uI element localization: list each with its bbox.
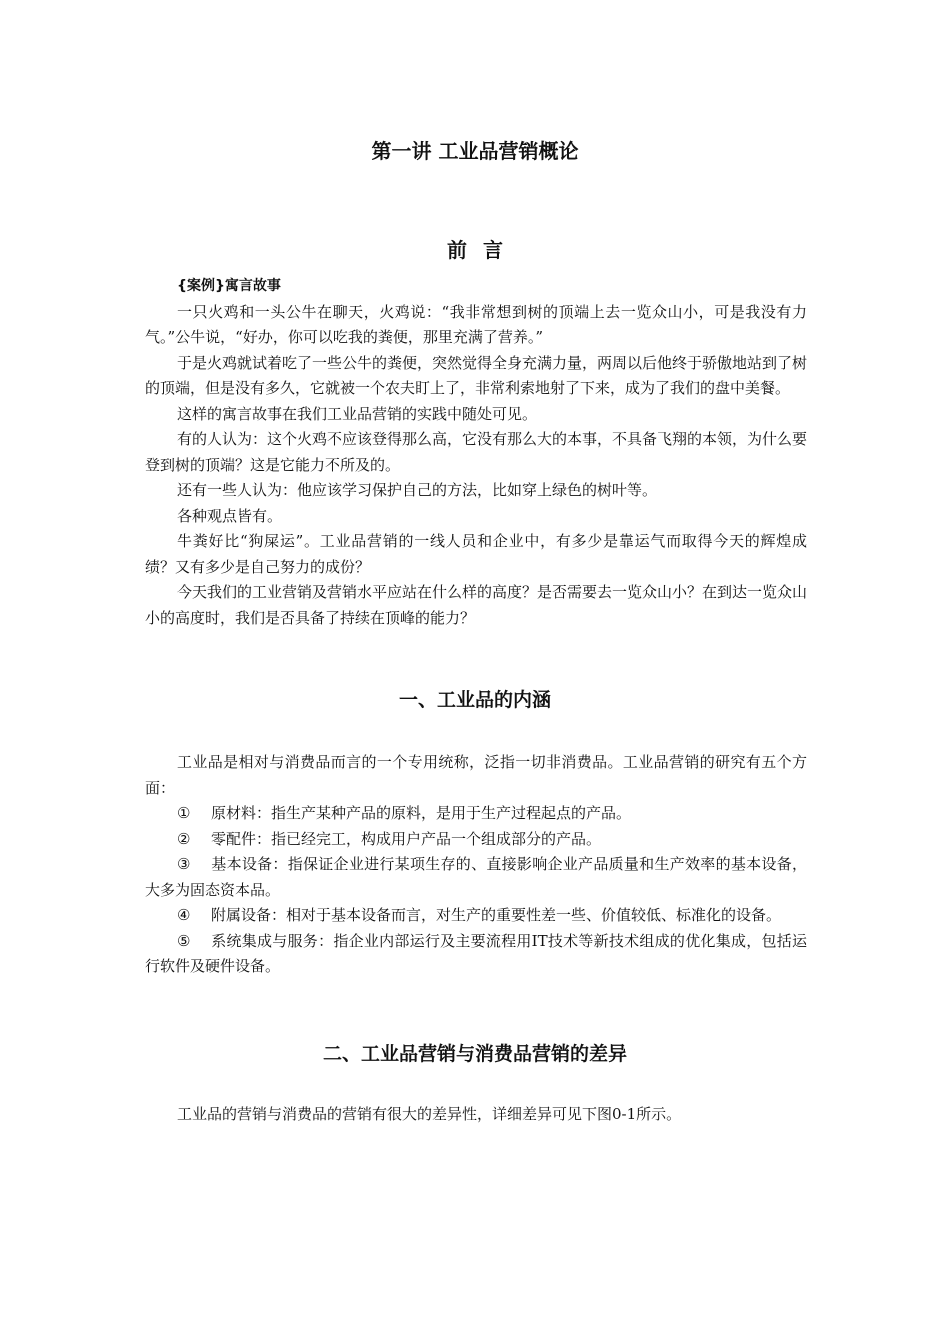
list-number: ⑤: [177, 931, 191, 950]
preface-paragraph: 牛粪好比“狗屎运”。工业品营销的一线人员和企业中，有多少是靠运气而取得今天的辉煌成绩？又有多少是自己努力的成份？: [145, 532, 807, 576]
preface-paragraph: 还有一些人认为：他应该学习保护自己的方法，比如穿上绿色的树叶等。: [177, 481, 658, 499]
preface-paragraph: 一只火鸡和一头公牛在聊天，火鸡说：“我非常想到树的顶端上去一览众山小，可是我没有力气。”公牛说，“好办，你可以吃我的粪便，那里充满了营养。”: [145, 302, 807, 346]
list-item: [145, 929, 807, 980]
list-item: [145, 827, 807, 853]
list-item: [145, 852, 807, 903]
preface-paragraph: 今天我们的工业营销及营销水平应站在什么样的高度？是否需要去一览众山小？在到达一览众山小的高度时，我们是否具备了持续在顶峰的能力？: [145, 583, 808, 627]
list-item: [145, 801, 807, 827]
preface-paragraph: 这样的寓言故事在我们工业品营销的实践中随处可见。: [177, 404, 538, 423]
list-item-text: 系统集成与服务：指企业内部运行及主要流程用IT技术等新技术组成的优化集成，包括运行软件及硬件设备。: [145, 931, 807, 975]
section2-title: 二、工业品营销与消费品营销的差异: [322, 1043, 627, 1065]
case-label-line: [145, 273, 807, 300]
list-number: ②: [177, 829, 191, 848]
preface-paragraph: 于是火鸡就试着吃了一些公牛的粪便，突然觉得全身充满力量，两周以后他终于骄傲地站到了树的顶端，但是没有多久，它就被一个农夫盯上了，非常利索地射了下来，成为了我们的盘中美餐。: [145, 353, 808, 397]
list-item-text: 原材料：指生产某种产品的原料，是用于生产过程起点的产品。: [211, 804, 632, 822]
section1-title: 一、工业品的内涵: [398, 689, 551, 711]
list-item-text: 零配件：指已经完工，构成用户产品一个组成部分的产品。: [211, 829, 602, 848]
preface-title: 前言: [447, 238, 519, 262]
list-number: ③: [177, 855, 191, 873]
list-item-text: 基本设备：指保证企业进行某项生存的、直接影响企业产品质量和生产效率的基本设备，大多为固态资本品。: [145, 855, 807, 899]
preface-paragraph: 各种观点皆有。: [177, 506, 283, 525]
lecture-title: 第一讲 工业品营销概论: [371, 139, 579, 163]
section2-body: [145, 1102, 807, 1128]
preface-paragraph: 有的人认为：这个火鸡不应该登得那么高，它没有那么大的本事，不具备飞翔的本领，为什么要登到树的顶端？这是它能力不所及的。: [145, 430, 808, 474]
case-label: {案例}寓言故事: [177, 278, 281, 294]
list-number: ④: [177, 906, 191, 924]
section1-body: [145, 750, 807, 980]
list-number: ①: [177, 804, 191, 822]
section2-intro: 工业品的营销与消费品的营销有很大的差异性，详细差异可见下图0-1所示。: [177, 1105, 682, 1123]
list-item-text: 附属设备：相对于基本设备而言，对生产的重要性差一些、价值较低、标准化的设备。: [211, 906, 782, 924]
section1-intro: 工业品是相对与消费品而言的一个专用统称，泛指一切非消费品。工业品营销的研究有五个方面：: [145, 753, 807, 797]
list-item: [145, 903, 807, 929]
preface-body: [145, 273, 807, 631]
